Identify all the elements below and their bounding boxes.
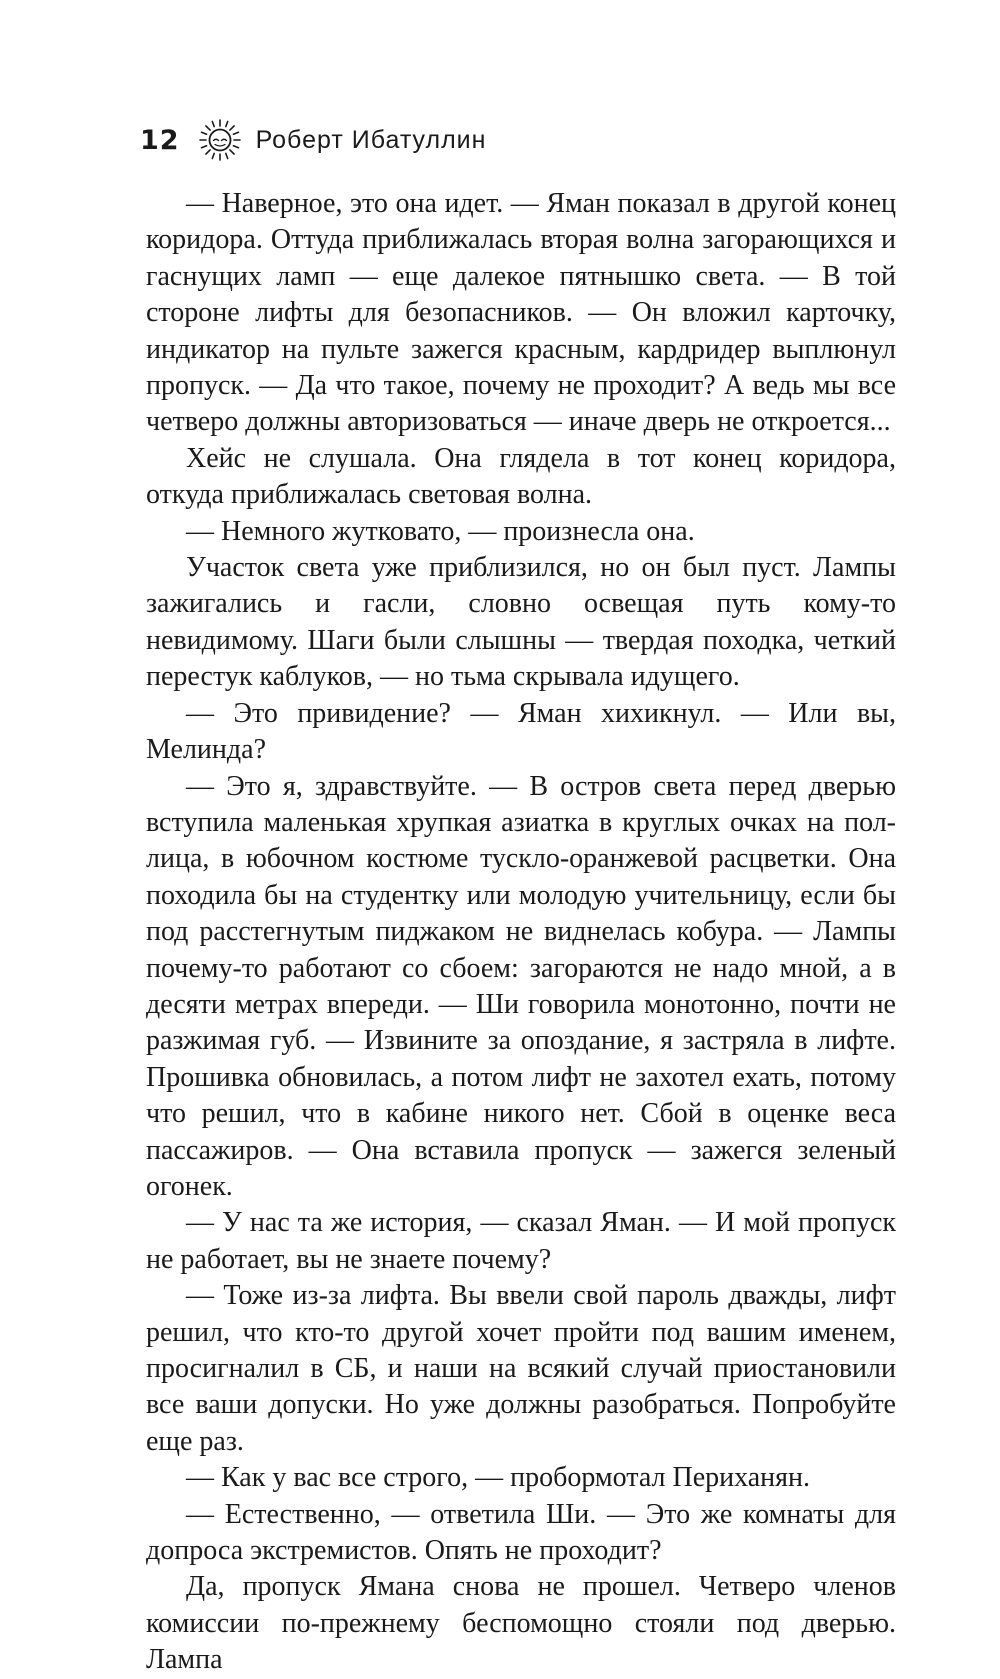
paragraph: — Как у вас все строго, — пробормотал Периханян. [186,1462,811,1494]
paragraph: — Это привидение? — Яман хихикнул. — Или вы, Мелинда? [146,697,896,766]
body-text [146,186,896,1679]
paragraph: — Немного жутковато, — произнесла она. [186,515,695,547]
paragraph: Хейс не слушала. Она глядела в тот конец коридора, откуда приближалась световая волна. [146,442,896,511]
paragraph: — Это я, здравствуйте. — В остров света перед дверью вступила маленькая хрупкая азиатка в круглых очках на пол-лица, в юбочном костюме тускло-оранжевой расцветки. Она походила бы на студентку или молодую учительницу, если бы под расстегнутым пиджаком не виднелась кобура. — Лампы почему-то работают со сбоем: загораются не надо мной, а в десяти метрах впереди. — Ши говорила монотонно, почти не разжимая губ. — Извините за опоздание, я застряла в лифте. Прошивка обновилась, а потом лифт не захотел ехать, потому что решил, что в кабине никого нет. Сбой в оценке веса пассажиров. — Она вставила пропуск — зажегся зеленый огонек. [146,770,896,1202]
paragraph: — Наверное, это она идет. — Яман показал в другой конец коридора. Оттуда приближалась вторая волна загорающихся и гаснущих ламп — еще далекое пятнышко света. — В той стороне лифты для безопасников. — Он вложил карточку, индикатор на пульте зажегся красным, кардридер выплюнул пропуск. — Да что такое, почему не проходит? А ведь мы все четверо должны авторизоваться — иначе дверь не откроется... [146,188,896,438]
paragraph: — У нас та же история, — сказал Яман. — И мой пропуск не работает, вы не знаете почему? [146,1207,896,1275]
paragraph: Участок света уже приблизился, но он был пуст. Лампы зажигались и гасли, словно освещая путь кому-то невидимому. Шаги были слышны — твердая походка, четкий перестук каблуков, — но тьма скрывала идущего. [146,552,896,693]
running-header [140,118,486,162]
paragraph: Да, пропуск Ямана снова не прошел. Четверо членов комиссии по-прежнему беспомощно стояли под дверью. Лампа [146,1571,896,1676]
author-name: Роберт Ибатуллин [255,125,487,154]
paragraph: — Тоже из-за лифта. Вы ввели свой пароль дважды, лифт решил, что кто-то другой хочет пройти под вашим именем, просигналил в СБ, и наши на всякий случай приостановили все ваши допуски. Но уже должны разобраться. Попробуйте еще раз. [146,1280,896,1457]
sun-icon [198,118,242,162]
page-number: 12 [140,124,180,156]
paragraph: — Естественно, — ответила Ши. — Это же комнаты для допроса экстремистов. Опять не проходит? [146,1498,896,1567]
